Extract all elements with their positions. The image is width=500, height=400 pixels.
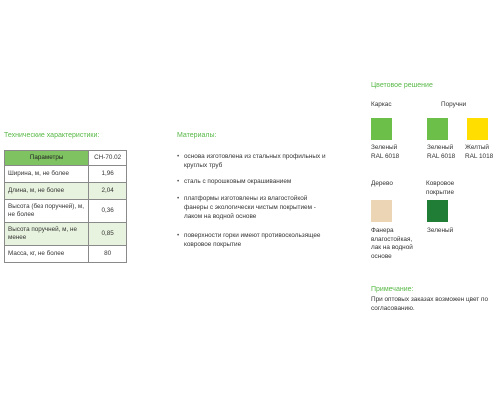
table-row	[5, 246, 127, 263]
table-row	[5, 223, 127, 246]
row-value: 80	[89, 246, 127, 263]
colors-heading: Цветовое решение	[371, 82, 433, 89]
rails-yellow-label: Желтый RAL 1018	[465, 144, 494, 160]
row-label: Длина, м, не более	[5, 183, 89, 200]
carpet-label: Ковровое покрытие	[426, 180, 455, 196]
specs-heading: Технические характеристики:	[4, 132, 100, 139]
frame-green-swatch	[371, 118, 392, 140]
specs-table	[4, 150, 127, 263]
note-heading: Примечание:	[371, 286, 414, 293]
materials-heading: Материалы:	[177, 132, 217, 139]
model-column-header: CH-70.02	[89, 151, 127, 166]
list-item: • платформы изготовлены из влагостойкой фанеры с экологически чистым покрытием - лаком на водной основе	[177, 194, 329, 222]
table-row	[5, 183, 127, 200]
rails-label: Поручни	[441, 101, 467, 108]
rails-green-swatch	[427, 118, 448, 140]
param-column-header: Параметры	[5, 151, 89, 166]
list-item: • сталь с порошковым окрашиванием	[177, 177, 329, 186]
list-item: • основа изготовлена из стальных профильных и круглых труб	[177, 152, 329, 171]
row-label: Высота (без поручней), м, не более	[5, 200, 89, 223]
list-item: • поверхности горки имеют противоскользящее ковровое покрытие	[177, 231, 329, 250]
row-label: Ширина, м, не более	[5, 166, 89, 183]
row-value: 1,96	[89, 166, 127, 183]
specs-table-header	[5, 151, 127, 166]
row-label: Высота поручней, м, не менее	[5, 223, 89, 246]
frame-green-label: Зеленый RAL 6018	[371, 144, 400, 160]
row-label: Масса, кг, не более	[5, 246, 89, 263]
frame-label: Каркас	[371, 101, 392, 108]
table-row	[5, 166, 127, 183]
rails-green-label: Зеленый RAL 6018	[427, 144, 456, 160]
wood-label: Дерево	[371, 180, 393, 187]
note-text: При оптовых заказах возможен цвет по согласованию.	[371, 296, 489, 312]
row-value: 0,85	[89, 223, 127, 246]
row-value: 0,36	[89, 200, 127, 223]
materials-list	[177, 152, 329, 249]
row-value: 2,04	[89, 183, 127, 200]
carpet-option-label: Зеленый	[427, 227, 454, 234]
carpet-swatch	[427, 200, 448, 222]
wood-swatch	[371, 200, 392, 222]
rails-yellow-swatch	[467, 118, 488, 140]
wood-option-label: Фанера влагостойкая, лак на водной основе	[371, 227, 413, 260]
table-row	[5, 200, 127, 223]
